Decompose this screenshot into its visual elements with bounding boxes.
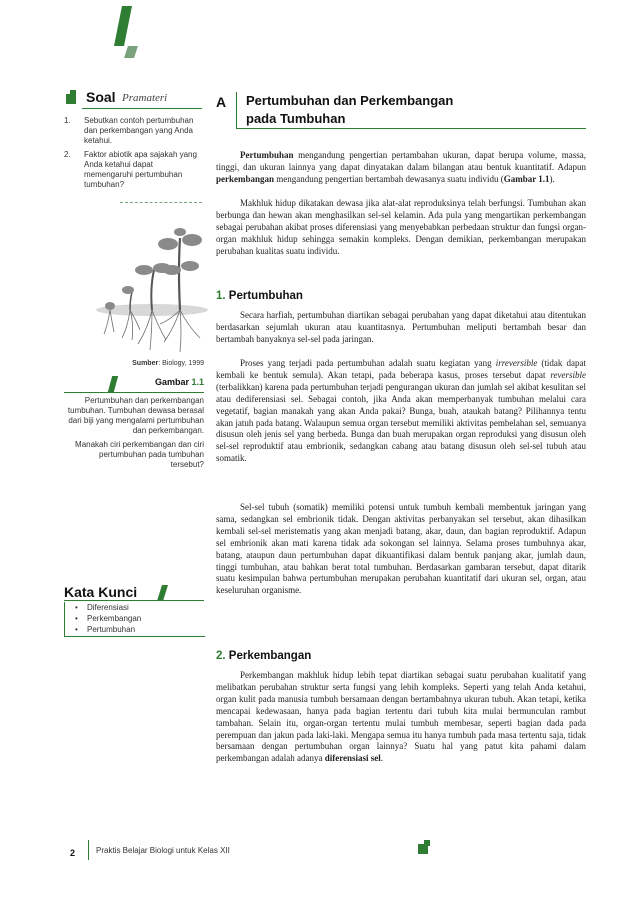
soal-title: Soal	[86, 89, 116, 105]
section-title	[246, 92, 536, 128]
caption-text: Pertumbuhan dan perkembangan tumbuhan. Tumbuhan dewasa berasal dari biji yang mengalami pertumbuhan dan perkembangan.	[67, 396, 204, 435]
divider	[82, 108, 202, 109]
paragraph-text: .	[380, 753, 384, 764]
item-number: 1.	[64, 116, 71, 125]
list-item	[64, 116, 204, 146]
paragraph-text: (terbalikkan) karena pada pertumbuhan terjadi pengurangan ukuran dan jumlah sel akibat kesulitan sel atau dediferensiasi sel. Sebagai contoh, jika Anda akan memperbanyak tumbuhan melalui cara vegetatif, bagian manakah yang akan Anda pakai? Bunga, buah, ataukah batang? Pilihannya tentu akan jatuh pada batang. Walaupun semua organ tersebut memiliki aktivitas pembelahan sel, semuanya disusun oleh jenis sel yang berbeda. Bunga dan buah merupakan organ reproduksi yang disusun oleh sel-sel reproduktif atau embrionik, sedangkan cabang atau batang disusun oleh sel-sel tubuh atau somatik.	[216, 381, 586, 464]
sub1-paragraph-2	[216, 358, 586, 465]
figure-number: 1.1	[191, 377, 204, 387]
source-label: Sumber	[132, 360, 159, 367]
italic-term: reversible	[550, 369, 586, 380]
square-icon	[70, 90, 76, 96]
soal-subtitle: Pramateri	[122, 92, 168, 104]
section-title-line1: Pertumbuhan dan Perkembangan	[246, 93, 454, 108]
bold-term: Pertumbuhan	[240, 150, 294, 160]
subheading-number: 2.	[216, 650, 226, 662]
figure-ref: Gambar 1.1	[503, 173, 550, 184]
paragraph-text: Secara harfiah, pertumbuhan diartikan sebagai perubahan yang dapat diketahui atau ditentukan berdasarkan sejumlah ukuran atau kuantitasnya. Pertumbuhan meliputi bertambah besar dan bertambah banyaknya sel-sel pada jaringan.	[216, 310, 586, 344]
bold-term: diferensiasi sel	[324, 753, 381, 764]
slash-ornament-icon	[112, 6, 142, 58]
divider	[120, 202, 202, 203]
item-number: 2.	[64, 150, 71, 159]
paragraph-text: (tidak dapat kembali ke bentuk semula). Akan tetapi, pada beberapa kasus, proses tersebut dapat	[216, 358, 586, 380]
divider	[88, 840, 89, 860]
paragraph-text: Proses yang terjadi pada pertumbuhan adalah suatu kegiatan yang	[240, 358, 496, 368]
kata-kunci-title: Kata Kunci	[64, 584, 138, 600]
figure-word: Gambar	[154, 377, 189, 387]
figure-label	[110, 376, 204, 392]
section-letter: A	[216, 94, 227, 110]
paragraph-text: Sel-sel tubuh (somatik) memiliki potensi untuk tumbuh kembali membentuk jaringan yang sama, sedangkan sel embrionik tidak. Dengan aktivitas perbanyakan sel tersebut, akan dihasilkan kembali sel-sel meristematis yang akan menjadi batang, akar, daun, dan bagian reproduktif. Adapun sel embrionik akan mati karena tidak ada sokongan sel lainnya. Selama proses tumbuhnya akar, batang, ataupun daun pertumbuhan dapat dikuantifikasi dalam bentuk panjang akar, jumlah daun, tinggi tumbuhan, atau bahkan berat total tumbuhan. Berdasarkan gambaran tersebut, dapat ditarik suatu kesimpulan bahwa pertumbuhan merupakan perubahan kuantitatif dari ukuran sel, organ, atau keseluruhan organisme.	[216, 502, 586, 596]
list-item	[64, 150, 204, 190]
list-item: • Perkembangan	[65, 613, 205, 624]
soal-list	[64, 116, 204, 194]
list-item: • Pertumbuhan	[65, 624, 205, 635]
divider	[64, 600, 204, 601]
page-footer	[58, 840, 578, 860]
sub1-paragraph-3	[216, 502, 586, 597]
subheading-perkembangan	[216, 650, 311, 662]
intro-paragraph-1	[216, 150, 586, 186]
intro-paragraph-2	[216, 198, 586, 258]
plant-growth-figure	[96, 210, 208, 360]
source-text: : Biology, 1999	[158, 360, 204, 367]
divider	[236, 92, 237, 128]
divider	[64, 392, 204, 393]
paragraph-text: Perkembangan makhluk hidup lebih tepat diartikan sebagai suatu perubahan kualitatif yang melibatkan perubahan struktur serta fungsi yang lebih kompleks. Seperti yang telah Anda ketahui, organ kulit pada manusia tumbuh bersamaan dengan bertambahnya ukuran tubuh. Akan tetapi, ketika mencapai kedewasaan, hanya pada bagian tertentu dari tubuh kita mulai bermunculan rambut tambahan. Selain itu, organ-organ tertentu mulai tumbuh membesar, seperti bagian dada pada perempuan dan jakun pada laki-laki. Mengapa semua itu hanya tumbuh pada masa tertentu saja, tidak bersamaan dengan pertumbuhan organ lainnya? Suatu hal yang patut kita pahami dalam perkembangan adalah adanya	[216, 670, 586, 764]
slash-ornament-icon	[156, 585, 170, 601]
soal-pramateri-header	[66, 89, 196, 108]
square-icon	[424, 840, 430, 846]
subheading-pertumbuhan	[216, 290, 303, 302]
figure-caption	[64, 396, 204, 470]
section-title-line2: pada Tumbuhan	[246, 111, 346, 126]
item-text: Faktor abiotik apa sajakah yang Anda ketahui dapat memengaruhi pertumbuhan tumbuhan?	[84, 150, 197, 189]
page-number: 2	[70, 848, 76, 858]
subheading-title: Pertumbuhan	[228, 290, 303, 302]
divider	[236, 128, 586, 129]
sub2-paragraph-1	[216, 670, 586, 765]
kata-kunci-list	[64, 602, 205, 637]
subheading-title: Perkembangan	[228, 650, 312, 662]
paragraph-text: mengandung pengertian bertambah dewasanya suatu individu (	[274, 173, 504, 184]
caption-question: Manakah ciri perkembangan dan ciri pertumbuhan pada tumbuhan tersebut?	[75, 440, 204, 469]
header-band	[0, 0, 638, 58]
bold-term: perkembangan	[216, 173, 275, 184]
italic-term: irreversible	[495, 358, 538, 368]
paragraph-text: mengandung pengertian pertambahan ukuran, dapat berupa volume, massa, tinggi, dan ukuran lainnya yang dapat dinyatakan dalam bilangan atau bentuk kuantitatif. Adapun	[216, 150, 586, 172]
item-text: Sebutkan contoh pertumbuhan dan perkembangan yang Anda ketahui.	[84, 116, 194, 145]
list-item: • Diferensiasi	[65, 602, 205, 613]
figure-source	[64, 360, 204, 367]
subheading-number: 1.	[216, 290, 226, 302]
footer-title: Praktis Belajar Biologi untuk Kelas XII	[96, 846, 230, 855]
slash-ornament-icon	[108, 376, 118, 392]
paragraph-text: Makhluk hidup dikatakan dewasa jika alat-alat reproduksinya telah berfungsi. Tumbuhan akan berbunga dan hewan akan menghasilkan sel-sel kelamin. Ada pula yang mengartikan perkembangan sebagai perubahan akibat proses diferensiasi yang menyebabkan perbedaan struktur dan fungsi organ-organ makhluk hidup sehingga semakin kompleks. Dengan demikian, perkembangan merupakan perubahan kualitas suatu individu.	[216, 198, 586, 256]
paragraph-text: ).	[549, 173, 555, 184]
sub1-paragraph-1	[216, 310, 586, 346]
